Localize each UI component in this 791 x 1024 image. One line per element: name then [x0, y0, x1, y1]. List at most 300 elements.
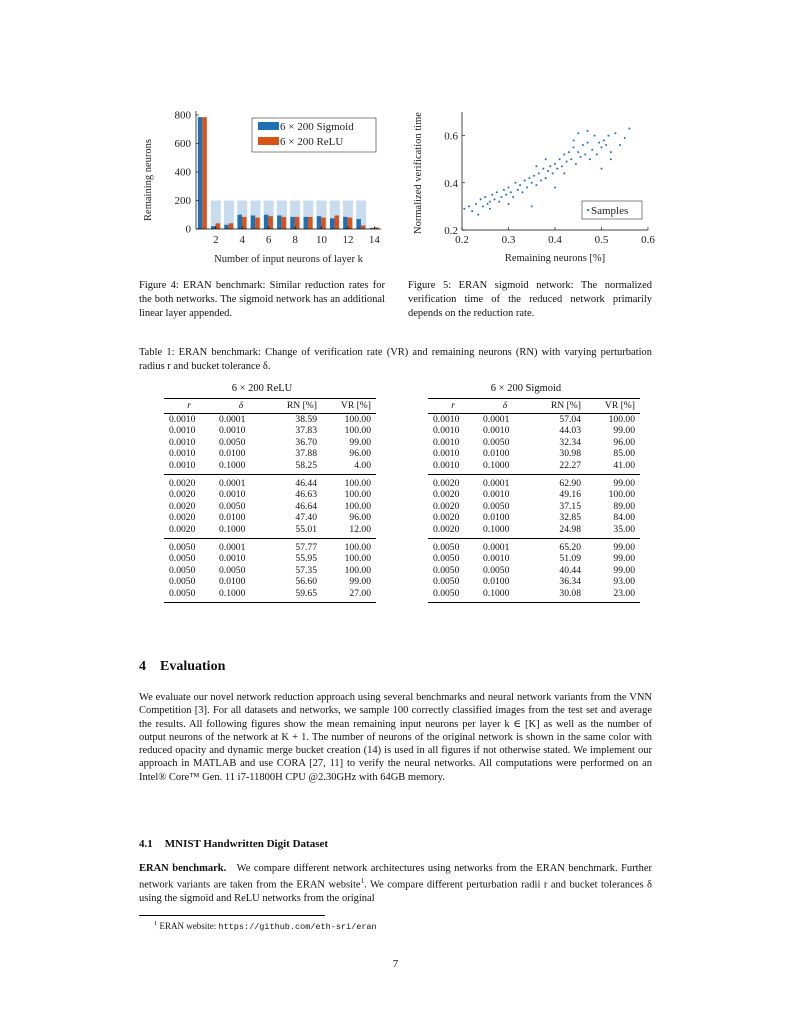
scatter-point-21: [514, 182, 516, 184]
scatter-point-49: [580, 156, 582, 158]
table-cell: 0.0010: [169, 425, 196, 437]
table-cell: 0.1000: [214, 524, 268, 539]
table-relu: [164, 398, 376, 603]
table-cell: 40.44: [559, 564, 581, 576]
scatter-point-72: [587, 130, 589, 132]
scatter-point-47: [575, 163, 577, 165]
table-cell: 56.60: [295, 576, 317, 588]
x-tick-label: 12: [342, 234, 354, 246]
table-cell: 0.0010: [433, 448, 460, 460]
scatter-point-12: [494, 198, 496, 200]
table-cell: 96.00: [613, 436, 635, 448]
y-tick-label: 0: [185, 223, 191, 236]
bar-sigmoid-3: [224, 225, 228, 229]
table-cell: 0.0010: [164, 460, 214, 475]
table-cell: 0.0020: [433, 478, 460, 490]
table-cell: 100.00: [344, 478, 371, 490]
table-cell: 59.65: [268, 588, 322, 603]
scatter-point-69: [554, 187, 556, 189]
bar-sigmoid-7: [277, 215, 281, 229]
scatter-point-31: [538, 172, 540, 174]
table-row: [164, 448, 376, 459]
table-cell: 0.1000: [478, 524, 532, 539]
table-cell: 49.16: [559, 489, 581, 501]
table-cell: 4.00: [322, 460, 376, 475]
scatter-point-7: [482, 205, 484, 207]
bar-relu-6: [268, 216, 272, 229]
scatter-point-59: [603, 139, 605, 141]
table-cell: 30.08: [532, 588, 586, 603]
scatter-point-19: [510, 191, 512, 193]
table-cell: 37.88: [295, 448, 317, 460]
table-cell: 0.1000: [214, 460, 268, 475]
table-row: [164, 414, 376, 426]
table-cell: 0.0001: [219, 542, 246, 554]
table-row: [428, 565, 640, 576]
table-cell: 0.0010: [169, 436, 196, 448]
scatter-point-8: [484, 196, 486, 198]
table-cell: 0.0050: [219, 500, 246, 512]
scatter-point-62: [610, 151, 612, 153]
scatter-point-34: [545, 177, 547, 179]
scatter-point-64: [619, 144, 621, 146]
scatter-point-50: [582, 144, 584, 146]
scatter-point-52: [587, 142, 589, 144]
table-cell: 0.0010: [433, 425, 460, 437]
scatter-point-36: [549, 165, 551, 167]
table-cell: 36.70: [295, 436, 317, 448]
table-caption: Table 1: ERAN benchmark: Change of verification rate (VR) and remaining neurons (RN) with varying perturbation radius r and bucket tolerance δ.: [139, 347, 652, 372]
table-cell: 0.0050: [169, 553, 196, 565]
table-row: [428, 489, 640, 500]
table-cell: 22.27: [532, 460, 586, 475]
subsection-number: 4.1: [139, 838, 153, 850]
scatter-point-15: [501, 196, 503, 198]
table-cell: 100.00: [344, 553, 371, 565]
table-cell: 0.0010: [433, 436, 460, 448]
scatter-point-30: [535, 184, 537, 186]
scatter-point-22: [517, 189, 519, 191]
table-row: [164, 553, 376, 564]
eran-footnote-mark: 1: [360, 877, 365, 886]
table-cell: 0.0020: [433, 489, 460, 501]
table-cell: 100.00: [344, 414, 371, 425]
column-header: VR [%]: [586, 399, 640, 414]
y-tick-label: 0.2: [444, 225, 458, 237]
table-cell: 0.0050: [219, 436, 246, 448]
figure-5-scatter-chart: [404, 92, 662, 268]
x-tick-label: 6: [265, 234, 272, 246]
table-row: [164, 588, 376, 603]
table-cell: 0.0050: [483, 500, 510, 512]
section-paragraph: We evaluate our novel network reduction approach using several benchmarks and neural network variants from the VNN Competition [3]. For all datasets and networks, we sample 100 correctly classified images from the test set and average the results. All following figures show the mean remaining input neurons per layer k ∈ [K] as well as the number of output neurons of the network at K + 1. The number of neurons of the original network is shown in the same color with reduced opacity and dynamic merge bucket creation (14) is used in all figures if not otherwise stated. We implement our approach in MATLAB and use CORA [27, 11] to verify the neural networks. All computations were performed on an Intel® Core™ Gen. 11 i7-11800H CPU @2.30GHz with 64GB memory.: [139, 692, 652, 783]
table-cell: 0.0020: [433, 512, 460, 524]
scatter-point-25: [524, 179, 526, 181]
bar-relu-8: [295, 217, 299, 229]
table-relu-title: 6 × 200 ReLU: [231, 383, 293, 394]
table-cell: 0.0020: [428, 524, 478, 539]
table-row: [428, 475, 640, 490]
table-cell: 99.00: [613, 553, 635, 565]
bar-sigmoid-9: [304, 217, 308, 229]
bar-relu-1: [202, 117, 206, 229]
x-tick-label: 0.2: [455, 234, 469, 246]
subsection-title: MNIST Handwritten Digit Dataset: [164, 838, 329, 850]
table-cell: 46.64: [295, 500, 317, 512]
x-tick-label: 0.6: [641, 234, 655, 246]
footnote: [154, 920, 377, 932]
table-row: [428, 414, 640, 426]
bar-relu-4: [242, 217, 246, 229]
scatter-point-46: [573, 146, 575, 148]
scatter-point-67: [531, 205, 533, 207]
section-number: 4: [139, 659, 146, 674]
page-number: 7: [392, 958, 399, 970]
scatter-point-23: [519, 184, 521, 186]
x-tick-label: 0.3: [501, 234, 516, 246]
scatter-point-56: [596, 153, 598, 155]
table-cell: 51.09: [559, 553, 581, 565]
column-header: RN [%]: [532, 399, 586, 414]
footnote-label: ERAN website:: [159, 921, 219, 931]
bar-sigmoid-8: [290, 217, 294, 229]
table-cell: 0.0010: [219, 425, 246, 437]
table-cell: 62.90: [559, 478, 581, 490]
table-cell: 85.00: [613, 448, 635, 460]
y-axis-label: Normalized verification time: [413, 112, 424, 234]
table-row: [428, 437, 640, 448]
table-cell: 0.0050: [433, 553, 460, 565]
scatter-point-75: [489, 208, 491, 210]
scatter-point-6: [480, 198, 482, 200]
scatter-point-2: [468, 205, 470, 207]
footnote-url[interactable]: https://github.com/eth-sri/eran: [218, 922, 377, 932]
table-cell: 0.0100: [219, 512, 246, 524]
x-tick-label: 4: [239, 234, 245, 246]
scatter-point-73: [573, 139, 575, 141]
bar-sigmoid-11: [330, 218, 334, 229]
scatter-point-43: [566, 161, 568, 163]
scatter-point-63: [614, 132, 616, 134]
bar-relu-7: [282, 217, 286, 229]
table-cell: 0.0020: [164, 524, 214, 539]
scatter-point-16: [503, 189, 505, 191]
bar-relu-13: [361, 225, 365, 229]
table-cell: 58.25: [268, 460, 322, 475]
table-cell: 89.00: [613, 500, 635, 512]
table-cell: 99.00: [613, 425, 635, 437]
table-cell: 44.03: [559, 425, 581, 437]
column-header: RN [%]: [268, 399, 322, 414]
table-cell: 100.00: [608, 489, 635, 501]
scatter-point-13: [496, 191, 498, 193]
scatter-point-38: [554, 163, 556, 165]
eran-paragraph: [139, 862, 652, 905]
x-tick-label: 10: [316, 234, 328, 246]
scatter-point-20: [512, 196, 514, 198]
eran-lead: ERAN benchmark.: [139, 863, 227, 874]
table-cell: 0.0050: [219, 564, 246, 576]
column-header: r: [428, 399, 478, 414]
table-row: [428, 553, 640, 564]
table-row: [164, 460, 376, 475]
table-cell: 0.0001: [219, 478, 246, 490]
table-cell: 100.00: [344, 500, 371, 512]
column-header: r: [164, 399, 214, 414]
table-row: [164, 489, 376, 500]
table-cell: 0.0100: [483, 576, 510, 588]
table-row: [428, 501, 640, 512]
table-row: [428, 448, 640, 459]
scatter-point-66: [628, 128, 630, 130]
y-tick-label: 600: [174, 138, 191, 150]
scatter-point-10: [489, 201, 491, 203]
table-cell: 38.59: [295, 414, 317, 425]
bar-relu-9: [308, 217, 312, 229]
y-tick-label: 800: [174, 109, 191, 122]
table-row: [164, 565, 376, 576]
scatter-point-4: [475, 203, 477, 205]
table-sigmoid-title: 6 × 200 Sigmoid: [490, 383, 562, 394]
bar-relu-12: [348, 218, 352, 229]
scatter-point-41: [561, 165, 563, 167]
legend-swatch-relu: [258, 137, 279, 145]
table-sigmoid: [428, 398, 640, 603]
table-cell: 100.00: [344, 564, 371, 576]
table-row: [164, 425, 376, 436]
scatter-point-76: [545, 158, 547, 160]
subsection-heading: [139, 838, 340, 850]
table-row: [428, 512, 640, 523]
scatter-point-24: [521, 191, 523, 193]
table-cell: 96.00: [349, 448, 371, 460]
table-cell: 99.00: [613, 542, 635, 554]
table-row: [164, 475, 376, 490]
bar-sigmoid-1: [198, 117, 202, 229]
scatter-point-1: [463, 208, 465, 210]
table-cell: 93.00: [613, 576, 635, 588]
scatter-point-29: [533, 175, 535, 177]
scatter-point-33: [542, 168, 544, 170]
x-tick-label: 2: [213, 234, 219, 246]
table-row: [428, 460, 640, 475]
table-cell: 0.1000: [214, 588, 268, 603]
x-axis-label: Number of input neurons of layer k: [214, 254, 363, 265]
table-cell: 99.00: [349, 576, 371, 588]
table-row: [164, 437, 376, 448]
table-cell: 27.00: [322, 588, 376, 603]
bar-sigmoid-13: [356, 219, 360, 229]
scatter-point-9: [487, 203, 489, 205]
table-row: [428, 539, 640, 554]
table-cell: 0.0050: [164, 588, 214, 603]
table-cell: 100.00: [344, 425, 371, 437]
scatter-point-55: [594, 135, 596, 137]
table-cell: 57.04: [559, 414, 581, 425]
table-cell: 65.20: [559, 542, 581, 554]
table-cell: 30.98: [559, 448, 581, 460]
bar-relu-5: [255, 218, 259, 229]
table-cell: 0.0050: [483, 564, 510, 576]
table-cell: 0.0010: [169, 448, 196, 460]
scatter-point-60: [605, 144, 607, 146]
scatter-point-51: [584, 153, 586, 155]
x-tick-label: 14: [368, 234, 380, 246]
table-row: [164, 576, 376, 587]
bar-sigmoid-10: [317, 216, 321, 229]
table-cell: 24.98: [532, 524, 586, 539]
scatter-point-14: [498, 201, 500, 203]
column-header: δ: [478, 399, 532, 414]
figure-4-caption: Figure 4: ERAN benchmark: Similar reduction rates for the both networks. The sigmoid network has an additional linear layer appended.: [139, 280, 385, 319]
table-cell: 0.0010: [219, 489, 246, 501]
legend-label: Samples: [591, 205, 629, 217]
scatter-point-27: [528, 177, 530, 179]
y-tick-label: 400: [174, 166, 191, 179]
table-cell: 0.0001: [219, 414, 246, 425]
table-cell: 0.0001: [483, 414, 510, 425]
y-tick-label: 0.6: [444, 130, 458, 143]
table-cell: 0.0100: [483, 512, 510, 524]
scatter-point-70: [563, 172, 565, 174]
bar-relu-11: [334, 215, 338, 229]
table-cell: 100.00: [344, 489, 371, 501]
header-row: [428, 399, 640, 414]
scatter-point-40: [559, 158, 561, 160]
eran-text-b: . We compare different perturbation radii r and bucket tolerances δ using the sigmoid and ReLU networks from the original: [139, 879, 652, 905]
table-cell: 0.0010: [483, 489, 510, 501]
section-title: Evaluation: [160, 659, 226, 674]
table-cell: 99.00: [613, 564, 635, 576]
table-row: [428, 576, 640, 587]
table-cell: 55.01: [268, 524, 322, 539]
table-cell: 0.0001: [483, 542, 510, 554]
table-cell: 0.0050: [169, 542, 196, 554]
scatter-point-61: [607, 135, 609, 137]
table-cell: 57.77: [295, 542, 317, 554]
table-cell: 0.0020: [169, 478, 196, 490]
table-cell: 0.1000: [478, 588, 532, 603]
table-cell: 99.00: [349, 436, 371, 448]
scatter-point-26: [526, 187, 528, 189]
header-row: [164, 399, 376, 414]
table-cell: 0.0020: [169, 512, 196, 524]
scatter-point-45: [570, 158, 572, 160]
legend-marker: [587, 209, 589, 211]
table-cell: 32.34: [559, 436, 581, 448]
table-cell: 0.0010: [483, 553, 510, 565]
column-header: VR [%]: [322, 399, 376, 414]
scatter-point-74: [610, 158, 612, 160]
table-cell: 0.0010: [219, 553, 246, 565]
bar-sigmoid-2: [211, 226, 215, 229]
table-cell: 0.0001: [483, 478, 510, 490]
table-cell: 41.00: [586, 460, 640, 475]
table-cell: 0.0020: [169, 500, 196, 512]
x-tick-label: 0.4: [548, 234, 562, 246]
figure-5-caption: Figure 5: ERAN sigmoid network: The normalized verification time of the reduced network primarily depends on the reduction rate.: [408, 280, 652, 319]
bar-relu-3: [229, 223, 233, 229]
scatter-point-32: [540, 179, 542, 181]
table-cell: 84.00: [613, 512, 635, 524]
table-cell: 47.40: [295, 512, 317, 524]
scatter-point-48: [577, 151, 579, 153]
table-cell: 0.0010: [483, 425, 510, 437]
table-cell: 37.15: [559, 500, 581, 512]
legend-label-relu: 6 × 200 ReLU: [280, 136, 344, 148]
scatter-point-68: [508, 203, 510, 205]
y-axis-label: Remaining neurons: [143, 139, 154, 221]
footnote-rule: [139, 915, 325, 916]
table-cell: 0.0020: [169, 489, 196, 501]
table-row: [164, 524, 376, 539]
table-cell: 0.0100: [219, 576, 246, 588]
scatter-point-11: [491, 194, 493, 196]
bar-relu-2: [216, 223, 220, 229]
scatter-point-44: [568, 151, 570, 153]
scatter-point-65: [624, 137, 626, 139]
table-cell: 0.0050: [433, 564, 460, 576]
scatter-point-28: [531, 182, 533, 184]
table-row: [164, 512, 376, 523]
scatter-point-39: [556, 168, 558, 170]
scatter-point-3: [471, 210, 473, 212]
bar-sigmoid-5: [251, 215, 255, 229]
scatter-point-57: [598, 142, 600, 144]
table-cell: 0.1000: [478, 460, 532, 475]
table-cell: 0.0010: [433, 414, 460, 425]
table-cell: 0.0050: [433, 542, 460, 554]
table-row: [428, 524, 640, 539]
x-tick-label: 8: [292, 234, 298, 246]
table-cell: 46.63: [295, 489, 317, 501]
scatter-point-35: [547, 170, 549, 172]
table-cell: 99.00: [613, 478, 635, 490]
legend-swatch-sigmoid: [258, 122, 279, 130]
scatter-point-77: [577, 132, 579, 134]
table-cell: 0.0050: [483, 436, 510, 448]
table-cell: 23.00: [586, 588, 640, 603]
scatter-point-58: [601, 146, 603, 148]
table-cell: 0.0020: [433, 500, 460, 512]
table-cell: 0.0050: [169, 564, 196, 576]
bar-relu-10: [321, 218, 325, 229]
section-heading: [139, 659, 239, 675]
column-header: δ: [214, 399, 268, 414]
table-cell: 0.0050: [433, 576, 460, 588]
table-row: [164, 539, 376, 554]
table-row: [428, 425, 640, 436]
y-tick-label: 200: [174, 195, 191, 207]
scatter-point-5: [477, 214, 479, 216]
table-cell: 0.0100: [483, 448, 510, 460]
eran-text-a: We compare different network architectures using networks from the ERAN benchmark. Further network variants are taken from the ERAN website: [139, 863, 653, 891]
scatter-point-42: [563, 153, 565, 155]
table-cell: 0.0010: [428, 460, 478, 475]
table-cell: 96.00: [349, 512, 371, 524]
table-cell: 55.95: [295, 553, 317, 565]
y-tick-label: 0.4: [444, 177, 458, 190]
table-cell: 0.0050: [428, 588, 478, 603]
scatter-point-53: [589, 158, 591, 160]
table-cell: 36.34: [559, 576, 581, 588]
table-cell: 57.35: [295, 564, 317, 576]
scatter-point-18: [508, 187, 510, 189]
scatter-point-37: [552, 172, 554, 174]
figure-4-bar-chart: [138, 98, 390, 268]
table-cell: 46.44: [295, 478, 317, 490]
table-cell: 0.0050: [169, 576, 196, 588]
